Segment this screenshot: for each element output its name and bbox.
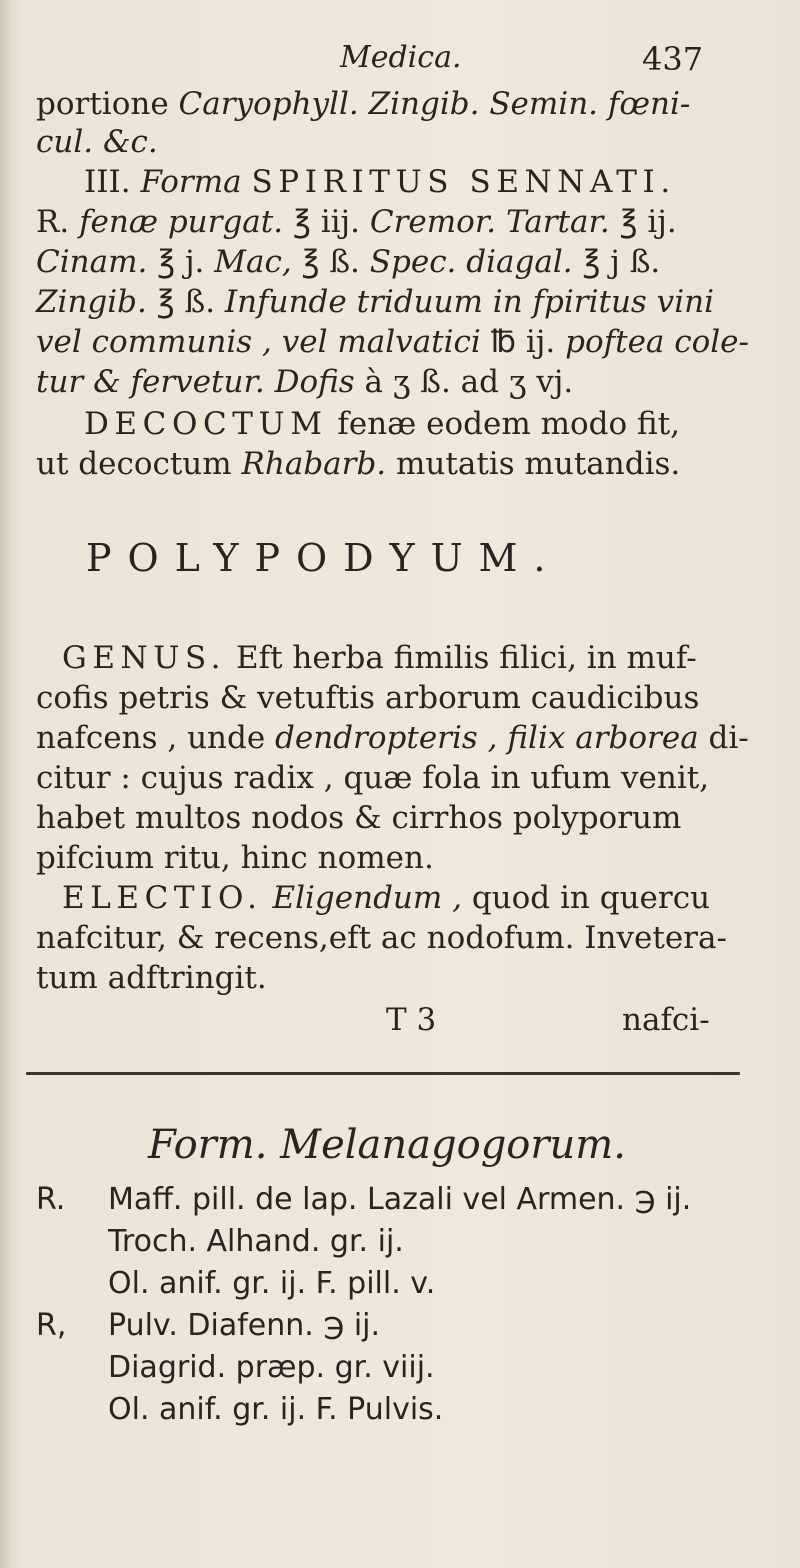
text-line: nafcens , unde dendropteris , filix arborea di- xyxy=(36,720,749,756)
text-line: portione Caryophyll. Zingib. Semin. fœni- xyxy=(36,86,691,122)
running-head: Medica. xyxy=(340,40,462,75)
recipe-marker: R. xyxy=(36,1182,66,1217)
recipe-marker: R, xyxy=(36,1308,67,1343)
text-line: cul. &c. xyxy=(36,124,158,160)
signature-mark: T 3 xyxy=(386,1002,437,1038)
text-line: pifcium ritu, hinc nomen. xyxy=(36,840,434,876)
text-line: ut decoctum Rhabarb. mutatis mutandis. xyxy=(36,446,681,482)
section-heading: POLYPODYUM. xyxy=(86,536,562,580)
recipe-line: Ol. anif. gr. ij. F. pill. v. xyxy=(108,1266,436,1301)
text-line: vel communis , vel malvatici ℔ ij. poftea cole- xyxy=(36,324,750,360)
text-line: tum adftringit. xyxy=(36,960,267,996)
text-line: R. fenæ purgat. ℥ iij. Cremor. Tartar. ℥ ij. xyxy=(36,204,677,240)
text-line: habet multos nodos & cirrhos polyporum xyxy=(36,800,682,836)
page-gutter-shadow xyxy=(0,0,12,1568)
text-line: III. Forma SPIRITUS SENNATI. xyxy=(84,164,676,200)
recipe-line: R, Pulv. Diafenn. ℈ ij. xyxy=(36,1308,381,1343)
recipe-line: R. Maff. pill. de lap. Lazali vel Armen. ℈ ij. xyxy=(36,1182,692,1217)
text-line: nafcitur, & recens,eft ac nodofum. Invetera- xyxy=(36,920,727,956)
text-line: cofis petris & vetuftis arborum caudicibus xyxy=(36,680,700,716)
text-line: citur : cujus radix , quæ fola in ufum venit, xyxy=(36,760,710,796)
recipe-line: Ol. anif. gr. ij. F. Pulvis. xyxy=(108,1392,444,1427)
page-number: 437 xyxy=(642,40,704,78)
text-line: Zingib. ℥ ß. Infunde triduum in fpiritus vini xyxy=(36,284,714,320)
text-line: DECOCTUM fenæ eodem modo fit, xyxy=(84,406,681,442)
horizontal-rule xyxy=(26,1072,740,1075)
text-line: ELECTIO. Eligendum , quod in quercu xyxy=(62,880,711,916)
text-line: tur & fervetur. Dofis à ʒ ß. ad ʒ vj. xyxy=(36,364,574,400)
catchword: nafci- xyxy=(622,1002,710,1038)
text-line: Cinam. ℥ j. Mac, ℥ ß. Spec. diagal. ℥ j ß. xyxy=(36,244,661,280)
recipe-line: Troch. Alhand. gr. ij. xyxy=(108,1224,404,1259)
text-line: GENUS. Eft herba fimilis filici, in muf- xyxy=(62,640,697,676)
recipe-line: Diagrid. præp. gr. viij. xyxy=(108,1350,435,1385)
form-title: Form. Melanagogorum. xyxy=(148,1122,626,1168)
